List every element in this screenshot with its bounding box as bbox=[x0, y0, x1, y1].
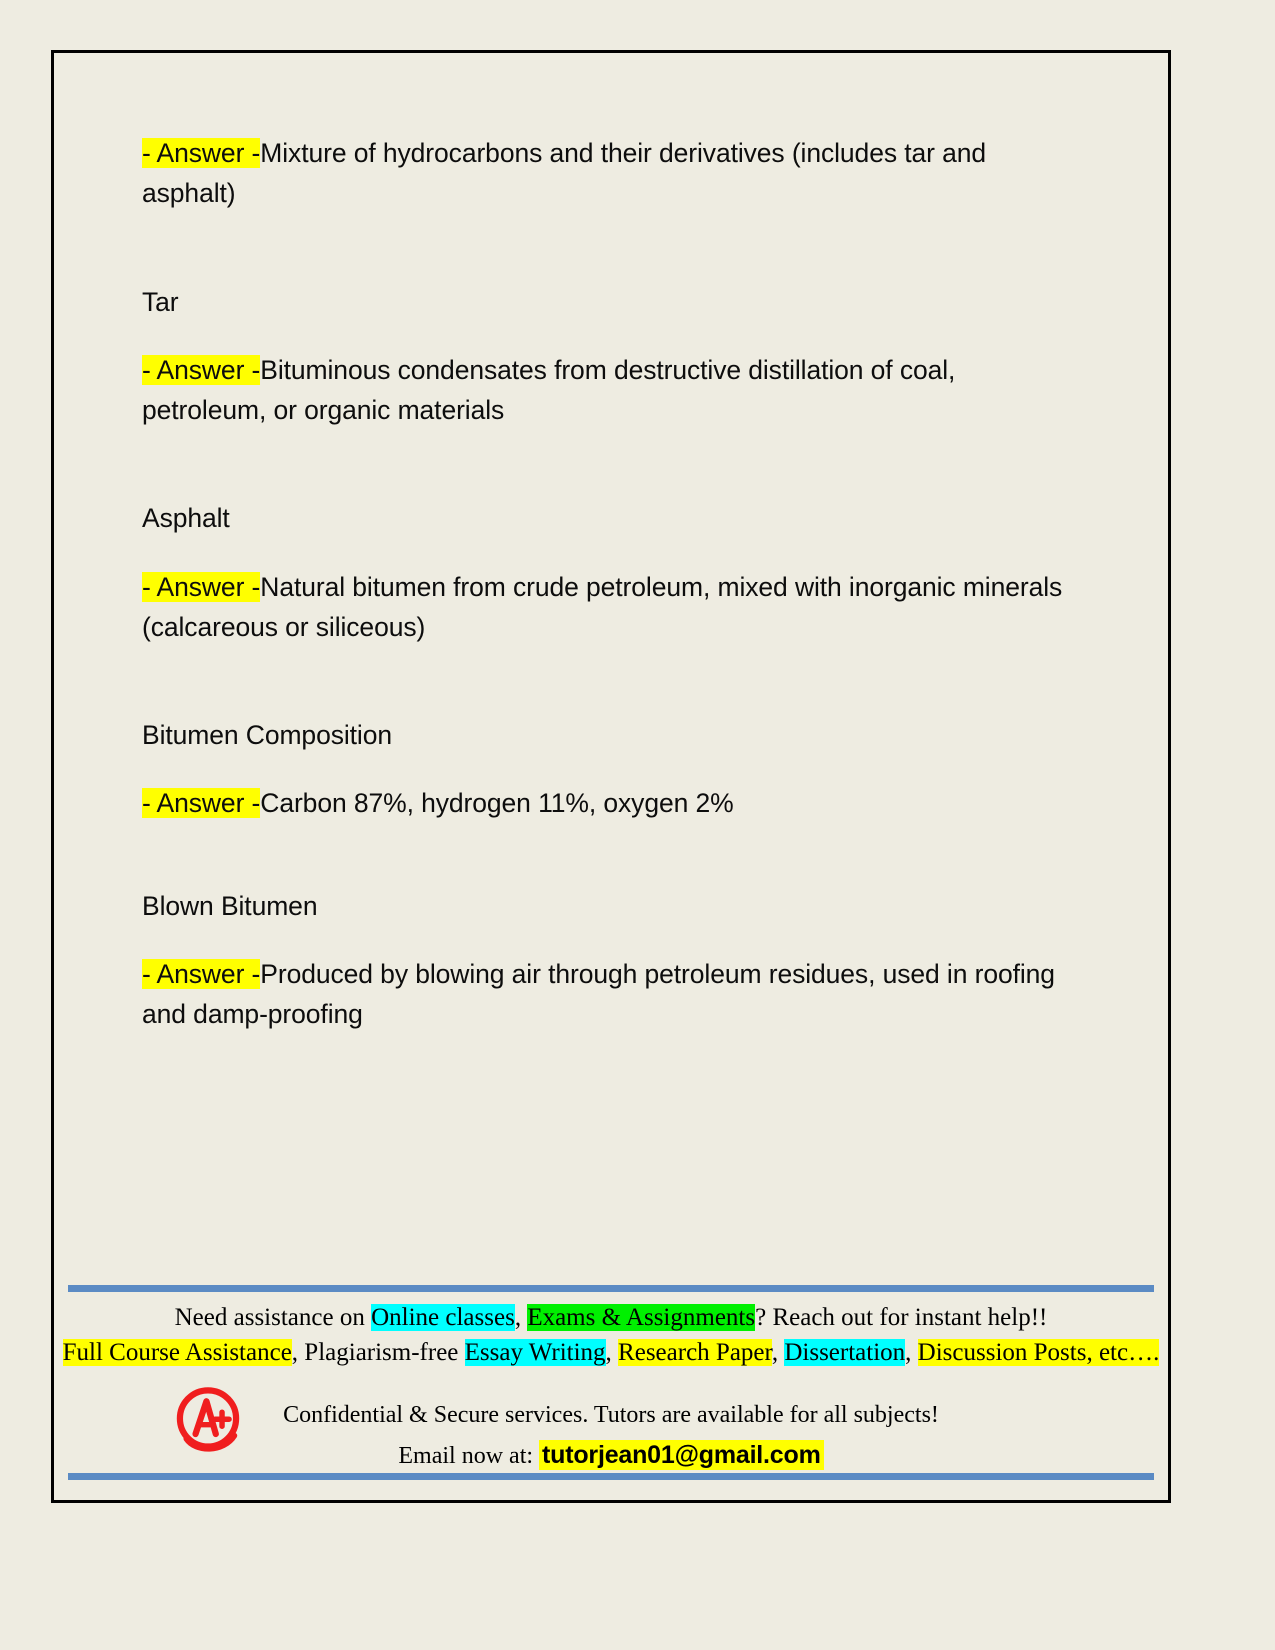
qa-block-3 bbox=[142, 715, 1067, 824]
answer-marker-4: - Answer - bbox=[142, 958, 261, 989]
promo-l2-sep3: , bbox=[771, 1338, 785, 1366]
answer-text-3: Carbon 87%, hydrogen 11%, oxygen 2% bbox=[260, 788, 734, 819]
promo-l1-sep1: , bbox=[514, 1304, 528, 1331]
promo-l2-sep4: , bbox=[905, 1338, 918, 1366]
term-heading-2: Asphalt bbox=[142, 503, 230, 534]
answer-paragraph-3 bbox=[142, 783, 1067, 823]
document-content bbox=[142, 133, 1067, 1034]
answer-marker-1: - Answer - bbox=[142, 354, 261, 385]
answer-text-0: Mixture of hydrocarbons and their derivatives (includes tar and asphalt) bbox=[142, 138, 987, 209]
footer-divider-bottom bbox=[68, 1473, 1154, 1480]
term-heading-1: Tar bbox=[142, 286, 179, 317]
email-address[interactable]: tutorjean01@gmail.com bbox=[539, 1440, 824, 1470]
spacer bbox=[142, 647, 1067, 715]
answer-paragraph-4 bbox=[142, 954, 1067, 1035]
email-label: Email now at: bbox=[398, 1443, 534, 1470]
answer-marker-0: - Answer - bbox=[142, 138, 261, 168]
promo-discussion-posts: Discussion Posts, etc…. bbox=[917, 1338, 1160, 1366]
spacer bbox=[142, 824, 1067, 886]
spacer bbox=[142, 430, 1067, 498]
answer-paragraph-0 bbox=[142, 133, 1067, 214]
term-heading-3: Bitumen Composition bbox=[142, 720, 392, 751]
promo-full-course-assistance: Full Course Assistance bbox=[62, 1338, 292, 1366]
promo-line-1 bbox=[54, 1301, 1168, 1336]
promo-l2-sep1: , Plagiarism-free bbox=[291, 1338, 465, 1366]
promo-online-classes: Online classes bbox=[371, 1304, 515, 1331]
promo-l1-part1: Need assistance on bbox=[174, 1304, 372, 1331]
footer-advert bbox=[54, 1285, 1168, 1500]
answer-marker-2: - Answer - bbox=[142, 571, 261, 602]
qa-block-2 bbox=[142, 498, 1067, 647]
answer-text-1: Bituminous condensates from destructive distillation of coal, petroleum, or organic materials bbox=[142, 354, 956, 426]
term-heading-4: Blown Bitumen bbox=[142, 890, 318, 921]
answer-paragraph-1 bbox=[142, 350, 1067, 431]
footer-divider-top bbox=[68, 1285, 1154, 1292]
promo-dissertation: Dissertation bbox=[784, 1338, 906, 1366]
confidential-line: Confidential & Secure services. Tutors are available for all subjects! bbox=[283, 1402, 939, 1428]
promo-research-paper: Research Paper bbox=[618, 1338, 772, 1366]
spacer bbox=[142, 214, 1067, 282]
answer-text-2: Natural bitumen from crude petroleum, mixed with inorganic minerals (calcareous or siliceous) bbox=[142, 571, 1063, 642]
document-page bbox=[51, 50, 1171, 1503]
answer-text-4: Produced by blowing air through petroleum residues, used in roofing and damp-proofing bbox=[142, 958, 1055, 1030]
qa-block-4 bbox=[142, 886, 1067, 1035]
answer-marker-3: - Answer - bbox=[142, 788, 261, 819]
promo-text bbox=[54, 1301, 1168, 1370]
promo-line-2 bbox=[54, 1336, 1168, 1371]
qa-block-0 bbox=[142, 133, 1067, 214]
answer-paragraph-2 bbox=[142, 567, 1067, 648]
contact-block bbox=[54, 1397, 1168, 1475]
qa-block-1 bbox=[142, 282, 1067, 431]
promo-essay-writing: Essay Writing bbox=[464, 1338, 606, 1366]
promo-exams-assignments: Exams & Assignments bbox=[527, 1304, 756, 1331]
promo-l1-part2: ? Reach out for instant help!! bbox=[755, 1304, 1048, 1331]
email-row bbox=[54, 1436, 1168, 1475]
promo-l2-sep2: , bbox=[605, 1338, 619, 1366]
